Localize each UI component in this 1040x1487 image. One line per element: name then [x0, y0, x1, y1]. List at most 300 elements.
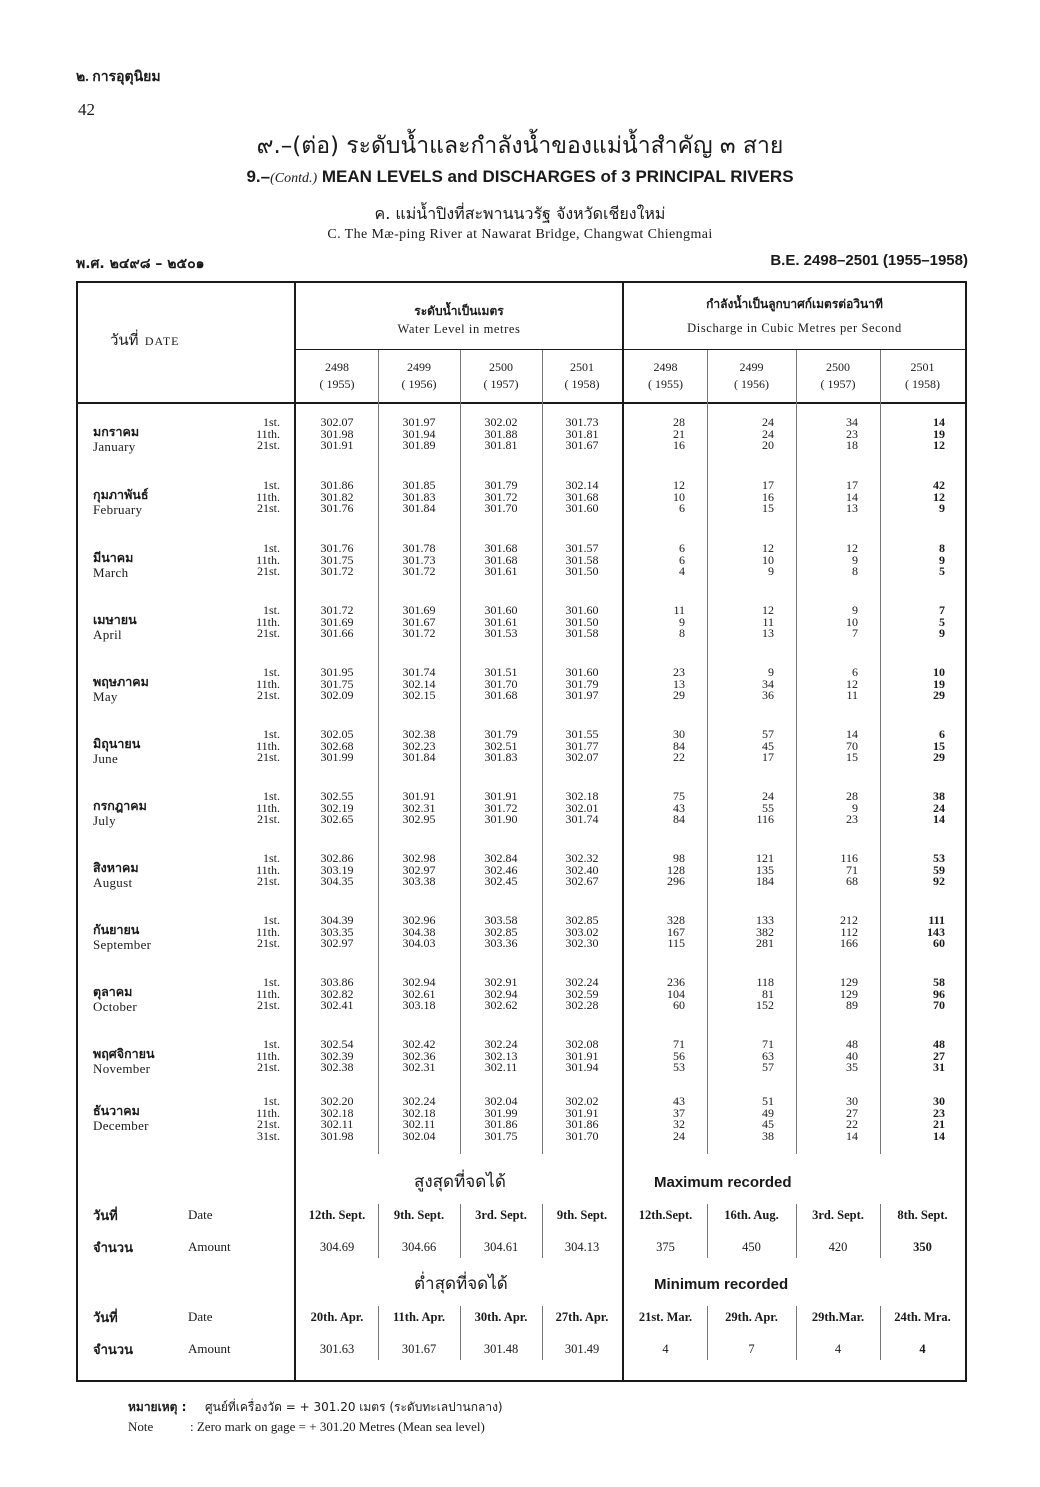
discharge-cell: 24 [762, 426, 774, 441]
discharge-cell: 21 [673, 426, 685, 441]
water-level-cell: 301.97 [565, 688, 599, 702]
discharge-cell: 5 [939, 564, 945, 578]
month-name-thai: กุมภาพันธ์ [93, 487, 149, 502]
maximum-amount-label-thai: จำนวน [93, 1241, 133, 1256]
month-name-en: July [93, 813, 116, 828]
water-level-cell: 301.76 [320, 541, 354, 555]
minimum-date-label-thai: วันที่ [93, 1311, 118, 1326]
year-header-ad: ( 1955) [319, 377, 355, 391]
water-level-cell: 302.24 [565, 975, 599, 989]
water-level-cell: 301.98 [320, 1128, 354, 1143]
water-level-cell: 302.05 [320, 727, 354, 741]
discharge-cell: 34 [846, 415, 858, 429]
water-level-cell: 302.59 [565, 986, 599, 1001]
month-name-en: March [93, 565, 129, 580]
table-bottom-rule [76, 1380, 967, 1382]
water-level-cell: 301.50 [565, 564, 599, 578]
discharge-cell: 29 [933, 688, 945, 702]
water-level-cell: 301.53 [484, 626, 518, 640]
water-level-cell: 302.32 [565, 851, 599, 865]
discharge-cell: 71 [762, 1037, 774, 1051]
water-level-cell: 303.19 [320, 862, 354, 877]
day-label: 1st. [262, 1094, 280, 1108]
water-level-cell: 302.46 [484, 862, 518, 877]
discharge-cell: 56 [673, 1048, 685, 1063]
water-level-cell: 301.81 [484, 438, 518, 452]
water-level-cell: 302.24 [484, 1037, 518, 1051]
maximum-date: 9th. Sept. [556, 1208, 608, 1222]
water-level-cell: 302.18 [320, 1105, 354, 1120]
water-level-cell: 301.73 [402, 552, 436, 567]
discharge-cell: 184 [756, 874, 774, 888]
discharge-cell: 23 [933, 1105, 945, 1120]
discharge-cell: 6 [852, 665, 858, 679]
discharge-cell: 12 [933, 489, 945, 504]
summary-column-line [796, 1306, 797, 1360]
water-level-cell: 301.91 [402, 789, 436, 803]
water-level-cell: 301.70 [484, 676, 518, 691]
water-level-cell: 302.28 [565, 998, 599, 1012]
discharge-cell: 28 [673, 415, 685, 429]
discharge-cell: 296 [667, 874, 685, 888]
minimum-date: 27th. Apr. [555, 1310, 609, 1324]
minimum-amount: 301.49 [564, 1342, 600, 1356]
water-level-cell: 302.04 [484, 1094, 518, 1108]
month-name-thai: มกราคม [93, 424, 140, 439]
water-level-cell: 302.84 [484, 851, 518, 865]
water-level-cell: 301.75 [320, 552, 354, 567]
discharge-cell: 34 [762, 676, 774, 691]
discharge-cell: 9 [679, 614, 685, 629]
page-number: 42 [78, 100, 95, 119]
water-level-cell: 301.74 [402, 665, 436, 679]
water-level-cell: 304.03 [402, 936, 436, 950]
discharge-cell: 38 [762, 1128, 774, 1143]
discharge-cell: 30 [933, 1094, 945, 1108]
discharge-cell: 20 [762, 438, 774, 452]
maximum-amount: 420 [828, 1240, 848, 1254]
discharge-cell: 14 [933, 1128, 945, 1143]
discharge-cell: 10 [762, 552, 774, 567]
discharge-cell: 71 [846, 862, 858, 877]
summary-column-line [880, 1306, 881, 1360]
water-level-cell: 301.94 [565, 1060, 599, 1074]
minimum-date: 29th.Mar. [811, 1310, 865, 1324]
minimum-date: 30th. Apr. [474, 1310, 528, 1324]
minimum-date: 20th. Apr. [310, 1310, 364, 1324]
water-level-cell: 302.67 [565, 874, 599, 888]
day-label: 11th. [256, 676, 280, 691]
discharge-cell: 116 [756, 812, 774, 826]
discharge-cell: 6 [679, 552, 685, 567]
summary-column-line [378, 1204, 379, 1258]
day-label: 1st. [262, 541, 280, 555]
discharge-cell: 84 [673, 812, 685, 826]
summary-column-line [460, 1306, 461, 1360]
minimum-date-label-en: Date [188, 1309, 213, 1324]
day-label: 1st. [262, 975, 280, 989]
discharge-cell: 92 [933, 874, 945, 888]
day-label: 21st. [256, 936, 280, 950]
discharge-cell: 43 [673, 1094, 685, 1108]
month-name-en: December [93, 1118, 149, 1133]
month-name-thai: เมษายน [93, 612, 137, 627]
water-level-cell: 303.02 [565, 924, 599, 939]
discharge-cell: 6 [679, 501, 685, 515]
water-level-cell: 301.77 [565, 738, 599, 753]
water-level-cell: 301.51 [484, 665, 518, 679]
day-label: 21st. [256, 874, 280, 888]
minimum-amount: 301.63 [319, 1342, 355, 1356]
title-contd: (Contd.) [270, 171, 318, 186]
discharge-cell: 133 [756, 913, 774, 927]
title-prefix: 9.– [246, 167, 271, 186]
water-level-cell: 302.11 [402, 1117, 436, 1131]
discharge-cell: 167 [667, 924, 685, 939]
year-header-be: 2501 [570, 360, 594, 374]
discharge-cell: 9 [939, 501, 945, 515]
discharge-cell: 128 [667, 862, 685, 877]
discharge-cell: 42 [933, 478, 945, 492]
water-level-cell: 303.38 [402, 874, 436, 888]
water-level-cell: 301.60 [565, 665, 599, 679]
water-level-cell: 303.35 [320, 924, 354, 939]
water-level-cell: 302.40 [565, 862, 599, 877]
discharge-cell: 15 [933, 738, 945, 753]
discharge-cell: 10 [933, 665, 945, 679]
month-name-en: September [93, 937, 152, 952]
water-level-cell: 302.11 [320, 1117, 354, 1131]
year-header-be: 2500 [826, 360, 850, 374]
minimum-date: 24th. Mra. [894, 1310, 951, 1324]
discharge-cell: 112 [840, 924, 858, 939]
water-level-cell: 302.31 [402, 1060, 436, 1074]
year-header-be: 2499 [407, 360, 431, 374]
minimum-amount: 4 [834, 1342, 842, 1356]
water-level-cell: 304.35 [320, 874, 354, 888]
discharge-cell: 13 [673, 676, 685, 691]
maximum-amount: 350 [913, 1240, 932, 1254]
discharge-cell: 12 [933, 438, 945, 452]
discharge-cell: 17 [762, 478, 774, 492]
minimum-amount: 301.48 [483, 1342, 519, 1356]
day-label: 1st. [262, 789, 280, 803]
discharge-cell: 10 [673, 489, 685, 504]
day-label: 1st. [262, 603, 280, 617]
month-name-thai: กรกฎาคม [93, 798, 147, 813]
water-level-cell: 301.72 [484, 489, 518, 504]
water-level-cell: 301.68 [484, 541, 518, 555]
day-label: 11th. [256, 426, 280, 441]
water-level-cell: 302.01 [565, 800, 599, 815]
discharge-cell: 13 [846, 501, 858, 515]
day-label: 11th. [256, 738, 280, 753]
discharge-cell: 40 [846, 1048, 858, 1063]
day-label: 1st. [262, 478, 280, 492]
maximum-amount: 304.69 [319, 1240, 355, 1254]
discharge-cell: 12 [846, 541, 858, 555]
water-level-cell: 302.09 [320, 688, 354, 702]
day-label: 1st. [262, 851, 280, 865]
discharge-cell: 11 [673, 603, 685, 617]
water-level-cell: 301.76 [320, 501, 354, 515]
discharge-cell: 281 [756, 936, 774, 950]
day-label: 11th. [256, 986, 280, 1001]
water-level-cell: 301.67 [565, 438, 599, 452]
discharge-cell: 24 [673, 1128, 685, 1143]
discharge-cell: 166 [840, 936, 858, 950]
water-level-cell: 301.60 [565, 501, 599, 515]
water-level-cell: 301.55 [565, 727, 599, 741]
discharge-cell: 59 [933, 862, 945, 877]
discharge-cell: 121 [756, 851, 774, 865]
summary-column-line [707, 1306, 708, 1360]
water-level-cell: 301.79 [484, 727, 518, 741]
water-level-cell: 301.72 [402, 564, 436, 578]
discharge-cell: 24 [762, 789, 774, 803]
water-level-cell: 301.81 [565, 426, 599, 441]
water-level-cell: 301.94 [402, 426, 436, 441]
minimum-amount-label-en: Amount [188, 1341, 231, 1356]
month-name-thai: มิถุนายน [93, 736, 141, 751]
water-level-cell: 302.98 [402, 851, 436, 865]
discharge-cell: 68 [846, 874, 858, 888]
water-level-cell: 301.73 [565, 415, 599, 429]
day-label: 31st. [256, 1128, 280, 1143]
water-level-cell: 301.68 [484, 688, 518, 702]
water-level-cell: 303.18 [402, 998, 436, 1012]
discharge-cell: 30 [846, 1094, 858, 1108]
day-label: 21st. [256, 564, 280, 578]
discharge-cell: 16 [762, 489, 774, 504]
discharge-cell: 4 [679, 564, 685, 578]
discharge-cell: 15 [846, 750, 858, 764]
month-name-en: February [93, 502, 143, 517]
note-thai-text: ศูนย์ที่เครื่องวัด = + 301.20 เมตร (ระดับทะเลปานกลาง) [205, 1400, 503, 1414]
discharge-cell: 18 [846, 438, 858, 452]
maximum-amount: 375 [656, 1240, 675, 1254]
water-level-cell: 302.02 [484, 415, 518, 429]
discharge-cell: 115 [667, 936, 685, 950]
discharge-cell: 22 [846, 1117, 858, 1131]
maximum-amount: 304.13 [564, 1240, 600, 1254]
summary-column-line [707, 1204, 708, 1258]
note-en-label: Note [128, 1419, 154, 1434]
water-level-cell: 301.74 [565, 812, 599, 826]
water-level-cell: 302.95 [402, 812, 436, 826]
note-thai-label: หมายเหตุ : [128, 1400, 187, 1414]
discharge-cell: 31 [933, 1060, 945, 1074]
water-level-cell: 302.38 [320, 1060, 354, 1074]
discharge-cell: 9 [852, 603, 858, 617]
water-level-cell: 302.41 [320, 998, 354, 1012]
water-level-cell: 301.69 [402, 603, 436, 617]
month-name-thai: มีนาคม [93, 550, 134, 565]
maximum-date: 3rd. Sept. [475, 1208, 527, 1222]
discharge-cell: 328 [667, 913, 685, 927]
summary-column-line [880, 1204, 881, 1258]
minimum-date: 21st. Mar. [638, 1310, 693, 1324]
month-name-thai: กันยายน [93, 922, 140, 937]
title-thai: ๙.–(ต่อ) ระดับน้ำและกำลังน้ำของแม่น้ำสำคัญ ๓ สาย [256, 133, 784, 159]
day-label: 11th. [256, 1048, 280, 1063]
water-level-cell: 302.65 [320, 812, 354, 826]
water-level-cell: 301.88 [484, 426, 518, 441]
discharge-cell: 23 [673, 665, 685, 679]
discharge-cell: 129 [840, 986, 858, 1001]
discharge-cell: 57 [762, 727, 774, 741]
maximum-amount-label-en: Amount [188, 1239, 231, 1254]
water-level-cell: 301.98 [320, 426, 354, 441]
maximum-label-thai: สูงสุดที่จดได้ [414, 1172, 506, 1192]
water-level-cell: 302.07 [320, 415, 354, 429]
month-name-en: August [93, 875, 133, 890]
day-label: 11th. [256, 552, 280, 567]
year-header-be: 2498 [653, 360, 678, 374]
water-level-cell: 302.96 [402, 913, 436, 927]
discharge-header-en: Discharge in Cubic Metres per Second [687, 321, 902, 335]
discharge-cell: 58 [933, 975, 945, 989]
water-level-cell: 301.91 [565, 1048, 599, 1063]
note-en-text: : Zero mark on gage = + 301.20 Metres (Mean sea level) [190, 1419, 485, 1434]
month-name-thai: พฤศจิกายน [93, 1046, 155, 1061]
summary-column-line [460, 1204, 461, 1258]
discharge-cell: 14 [846, 489, 858, 504]
water-level-cell: 302.86 [320, 851, 354, 865]
water-level-cell: 301.78 [402, 541, 436, 555]
maximum-date: 8th. Sept. [897, 1208, 948, 1222]
date-header-thai: วันที่ [110, 331, 139, 349]
discharge-cell: 70 [846, 738, 858, 753]
month-name-en: June [93, 751, 119, 766]
water-level-cell: 301.79 [565, 676, 599, 691]
discharge-cell: 36 [762, 688, 774, 702]
discharge-cell: 6 [679, 541, 685, 555]
subtitle-english: C. The Mæ-ping River at Nawarat Bridge, Changwat Chiengmai [327, 227, 713, 242]
discharge-cell: 37 [673, 1105, 685, 1120]
maximum-date: 12th. Sept. [308, 1208, 366, 1222]
discharge-cell: 81 [762, 986, 774, 1001]
discharge-cell: 27 [846, 1105, 858, 1120]
discharge-cell: 12 [673, 478, 685, 492]
discharge-cell: 71 [673, 1037, 685, 1051]
month-name-thai: สิงหาคม [93, 860, 139, 875]
discharge-cell: 9 [768, 665, 774, 679]
minimum-date: 11th. Apr. [393, 1310, 445, 1324]
discharge-cell: 143 [927, 924, 945, 939]
discharge-cell: 116 [840, 851, 858, 865]
water-level-cell: 302.54 [320, 1037, 354, 1051]
water-level-cell: 302.20 [320, 1094, 354, 1108]
water-level-cell: 301.67 [402, 614, 436, 629]
title-english [0, 167, 1040, 187]
water-level-cell: 301.83 [402, 489, 436, 504]
discharge-cell: 7 [939, 603, 945, 617]
water-level-cell: 302.13 [484, 1048, 518, 1063]
discharge-cell: 23 [846, 812, 858, 826]
water-level-cell: 301.84 [402, 750, 436, 764]
water-level-cell: 302.68 [320, 738, 354, 753]
discharge-cell: 12 [762, 603, 774, 617]
year-header-be: 2501 [910, 360, 935, 374]
discharge-cell: 17 [846, 478, 858, 492]
discharge-cell: 98 [673, 851, 685, 865]
subtitle-thai: ค. แม่น้ำปิงที่สะพานนวรัฐ จังหวัดเชียงใหม่ [374, 204, 666, 223]
minimum-amount-label-thai: จำนวน [93, 1343, 133, 1358]
discharge-cell: 29 [673, 688, 685, 702]
water-level-cell: 302.14 [565, 478, 599, 492]
day-label: 11th. [256, 800, 280, 815]
water-level-cell: 304.39 [320, 913, 354, 927]
minimum-amount: 7 [748, 1342, 755, 1356]
day-label: 1st. [262, 727, 280, 741]
day-label: 21st. [256, 812, 280, 826]
day-label: 1st. [262, 913, 280, 927]
discharge-cell: 32 [673, 1117, 685, 1131]
summary-column-line [378, 1306, 379, 1360]
month-name-en: May [93, 689, 118, 704]
day-label: 21st. [256, 501, 280, 515]
water-level-cell: 301.91 [565, 1105, 599, 1120]
discharge-cell: 7 [852, 626, 858, 640]
discharge-cell: 23 [846, 426, 858, 441]
day-label: 21st. [256, 688, 280, 702]
year-header-ad: ( 1956) [401, 377, 437, 391]
water-level-cell: 303.86 [320, 975, 354, 989]
water-level-cell: 301.66 [320, 626, 354, 640]
table-top-rule [76, 281, 967, 283]
water-level-cell: 301.91 [320, 438, 354, 452]
discharge-cell: 30 [673, 727, 685, 741]
discharge-cell: 8 [679, 626, 685, 640]
period-english: B.E. 2498–2501 (1955–1958) [770, 252, 968, 269]
water-level-cell: 301.61 [484, 564, 518, 578]
summary-column-line [542, 1306, 543, 1360]
discharge-cell: 12 [762, 541, 774, 555]
water-level-cell: 302.18 [565, 789, 599, 803]
discharge-cell: 57 [762, 1060, 774, 1074]
maximum-date: 3rd. Sept. [812, 1208, 864, 1222]
discharge-cell: 89 [846, 998, 858, 1012]
water-level-cell: 302.14 [402, 676, 436, 691]
discharge-cell: 5 [939, 614, 945, 629]
water-level-cell: 301.91 [484, 789, 518, 803]
water-level-cell: 302.18 [402, 1105, 436, 1120]
discharge-cell: 53 [673, 1060, 685, 1074]
right-border [965, 281, 967, 1382]
discharge-cell: 129 [840, 975, 858, 989]
discharge-cell: 16 [673, 438, 685, 452]
maximum-date: 12th.Sept. [638, 1208, 693, 1222]
maximum-amount: 304.61 [483, 1240, 519, 1254]
water-level-cell: 302.94 [402, 975, 436, 989]
water-level-cell: 301.82 [320, 489, 354, 504]
discharge-cell: 51 [762, 1094, 774, 1108]
water-level-cell: 302.24 [402, 1094, 436, 1108]
year-header-ad: ( 1957) [483, 377, 519, 391]
water-level-cell: 303.58 [484, 913, 518, 927]
water-level-cell: 301.58 [565, 552, 599, 567]
day-label: 1st. [262, 665, 280, 679]
maximum-amount: 450 [742, 1240, 761, 1254]
minimum-label-thai: ต่ำสุดที่จดได้ [414, 1274, 508, 1294]
discharge-cell: 212 [840, 913, 858, 927]
water-level-cell: 302.07 [565, 750, 599, 764]
discharge-cell: 53 [933, 851, 945, 865]
water-level-header-en: Water Level in metres [397, 322, 521, 336]
water-level-cell: 301.75 [484, 1128, 518, 1143]
header-bottom-rule [76, 402, 967, 404]
